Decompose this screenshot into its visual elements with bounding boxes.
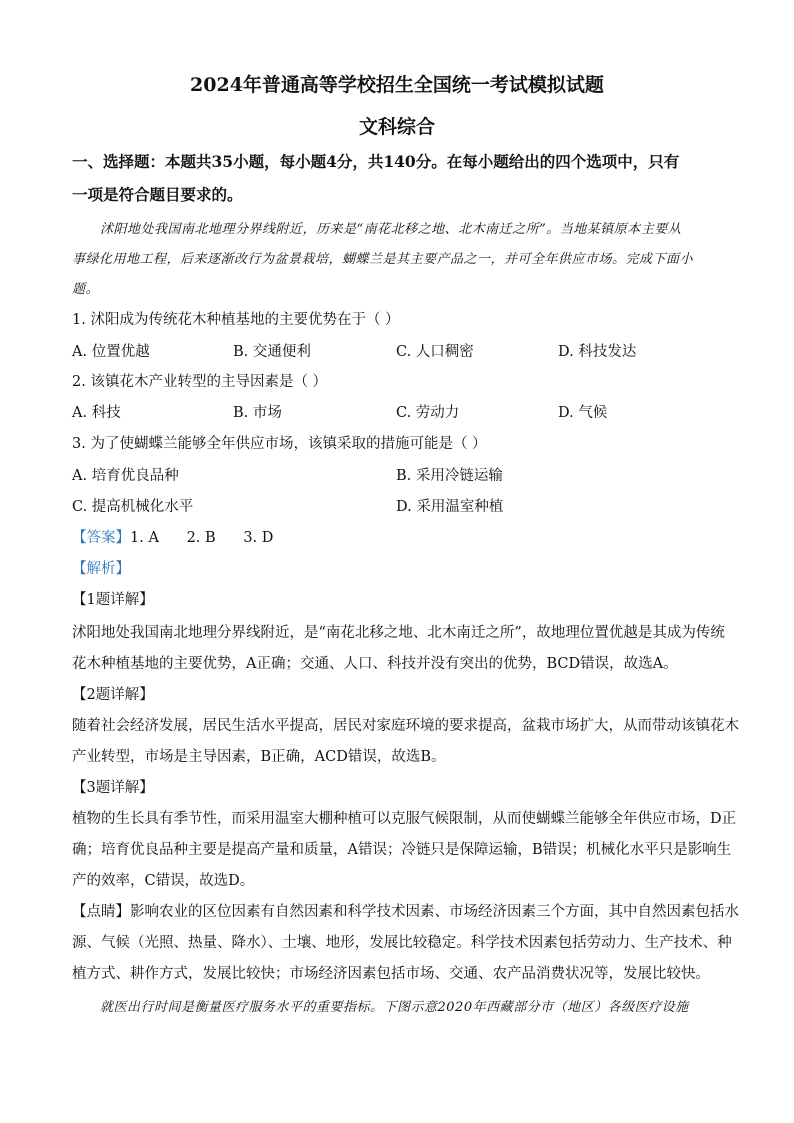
analysis-q3-heading: 【3题详解】 xyxy=(72,780,154,796)
analysis-q3-line1: 植物的生长具有季节性，而采用温室大棚种植可以克服气候限制，从而使蝴蝶兰能够全年供应市场，D正 xyxy=(72,811,737,827)
question-1-option-c: C. 人口稠密 xyxy=(396,344,474,360)
question-3-option-a: A. 培育优良品种 xyxy=(72,468,179,484)
question-3-option-c: C. 提高机械化水平 xyxy=(72,499,194,515)
question-2-option-b: B. 市场 xyxy=(233,405,282,421)
analysis-q3-line3: 产的效率，C错误，故选D。 xyxy=(72,873,255,889)
next-passage-line1: 就医出行时间是衡量医疗服务水平的重要指标。下图示意2020年西藏部分市（地区）各级医疗设施 xyxy=(100,1000,689,1015)
analysis-point-line2: 源、气候（光照、热量、降水）、土壤、地形，发展比较稳定。科学技术因素包括劳动力、生产技术、种 xyxy=(72,935,732,951)
question-1-option-a: A. 位置优越 xyxy=(72,344,150,360)
section-instruction-line2: 一项是符合题目要求的。 xyxy=(72,185,243,204)
analysis-q1-line1: 沭阳地处我国南北地理分界线附近，是“南花北移之地、北木南迁之所”，故地理位置优越是其成为传统 xyxy=(72,625,725,641)
question-2-option-d: D. 气候 xyxy=(558,405,608,421)
analysis-q2-heading: 【2题详解】 xyxy=(72,687,154,703)
analysis-point-label: 【点睛】 xyxy=(72,904,130,920)
analysis-q1-line2: 花木种植基地的主要优势，A正确；交通、人口、科技并没有突出的优势，BCD错误，故选A。 xyxy=(72,656,678,672)
analysis-label: 【解析】 xyxy=(72,561,130,577)
question-3-option-b: B. 采用冷链运输 xyxy=(396,468,503,484)
question-3-stem: 3. 为了使蝴蝶兰能够全年供应市场，该镇采取的措施可能是（ ） xyxy=(72,436,487,452)
question-1-option-b: B. 交通便利 xyxy=(233,344,311,360)
exam-subtitle: 文科综合 xyxy=(358,116,435,138)
section-instruction-line1: 一、选择题：本题共35小题，每小题4分，共140分。在每小题给出的四个选项中，只有 xyxy=(72,152,680,171)
analysis-point-line1 xyxy=(72,900,739,921)
answer-text: 1. A 2. B 3. D xyxy=(130,530,274,546)
question-2-option-a: A. 科技 xyxy=(72,405,121,421)
passage-line1: 沭阳地处我国南北地理分界线附近，历来是“南花北移之地、北木南迁之所”。当地某镇原本主要从 xyxy=(100,222,682,237)
analysis-point-line3: 植方式、耕作方式，发展比较快；市场经济因素包括市场、交通、农产品消费状况等，发展比较快。 xyxy=(72,966,710,982)
question-3-option-d: D. 采用温室种植 xyxy=(396,499,504,515)
answer-label: 【答案】 xyxy=(72,530,130,546)
analysis-q2-line2: 产业转型，市场是主导因素，B正确，ACD错误，故选B。 xyxy=(72,749,446,765)
question-1-option-d: D. 科技发达 xyxy=(558,344,637,360)
analysis-q3-line2: 确；培育优良品种主要是提高产量和质量，A错误；冷链只是保障运输，B错误；机械化水平只是影响生 xyxy=(72,842,732,858)
question-1-stem: 1. 沭阳成为传统花木种植基地的主要优势在于（ ） xyxy=(72,312,400,328)
exam-title: 2024年普通高等学校招生全国统一考试模拟试题 xyxy=(190,74,604,96)
passage-line3: 题。 xyxy=(72,282,100,297)
question-2-option-c: C. 劳动力 xyxy=(396,405,460,421)
answer-line xyxy=(72,526,722,547)
analysis-point-text1: 影响农业的区位因素有自然因素和科学技术因素、市场经济因素三个方面，其中自然因素包括水 xyxy=(130,904,739,920)
passage-line2: 事绿化用地工程，后来逐渐改行为盆景栽培，蝴蝶兰是其主要产品之一，并可全年供应市场。完成下面小 xyxy=(72,252,694,267)
analysis-q2-line1: 随着社会经济发展，居民生活水平提高，居民对家庭环境的要求提高，盆栽市场扩大，从而带动该镇花木 xyxy=(72,718,739,734)
question-2-stem: 2. 该镇花木产业转型的主导因素是（ ） xyxy=(72,374,328,390)
analysis-q1-heading: 【1题详解】 xyxy=(72,592,154,608)
